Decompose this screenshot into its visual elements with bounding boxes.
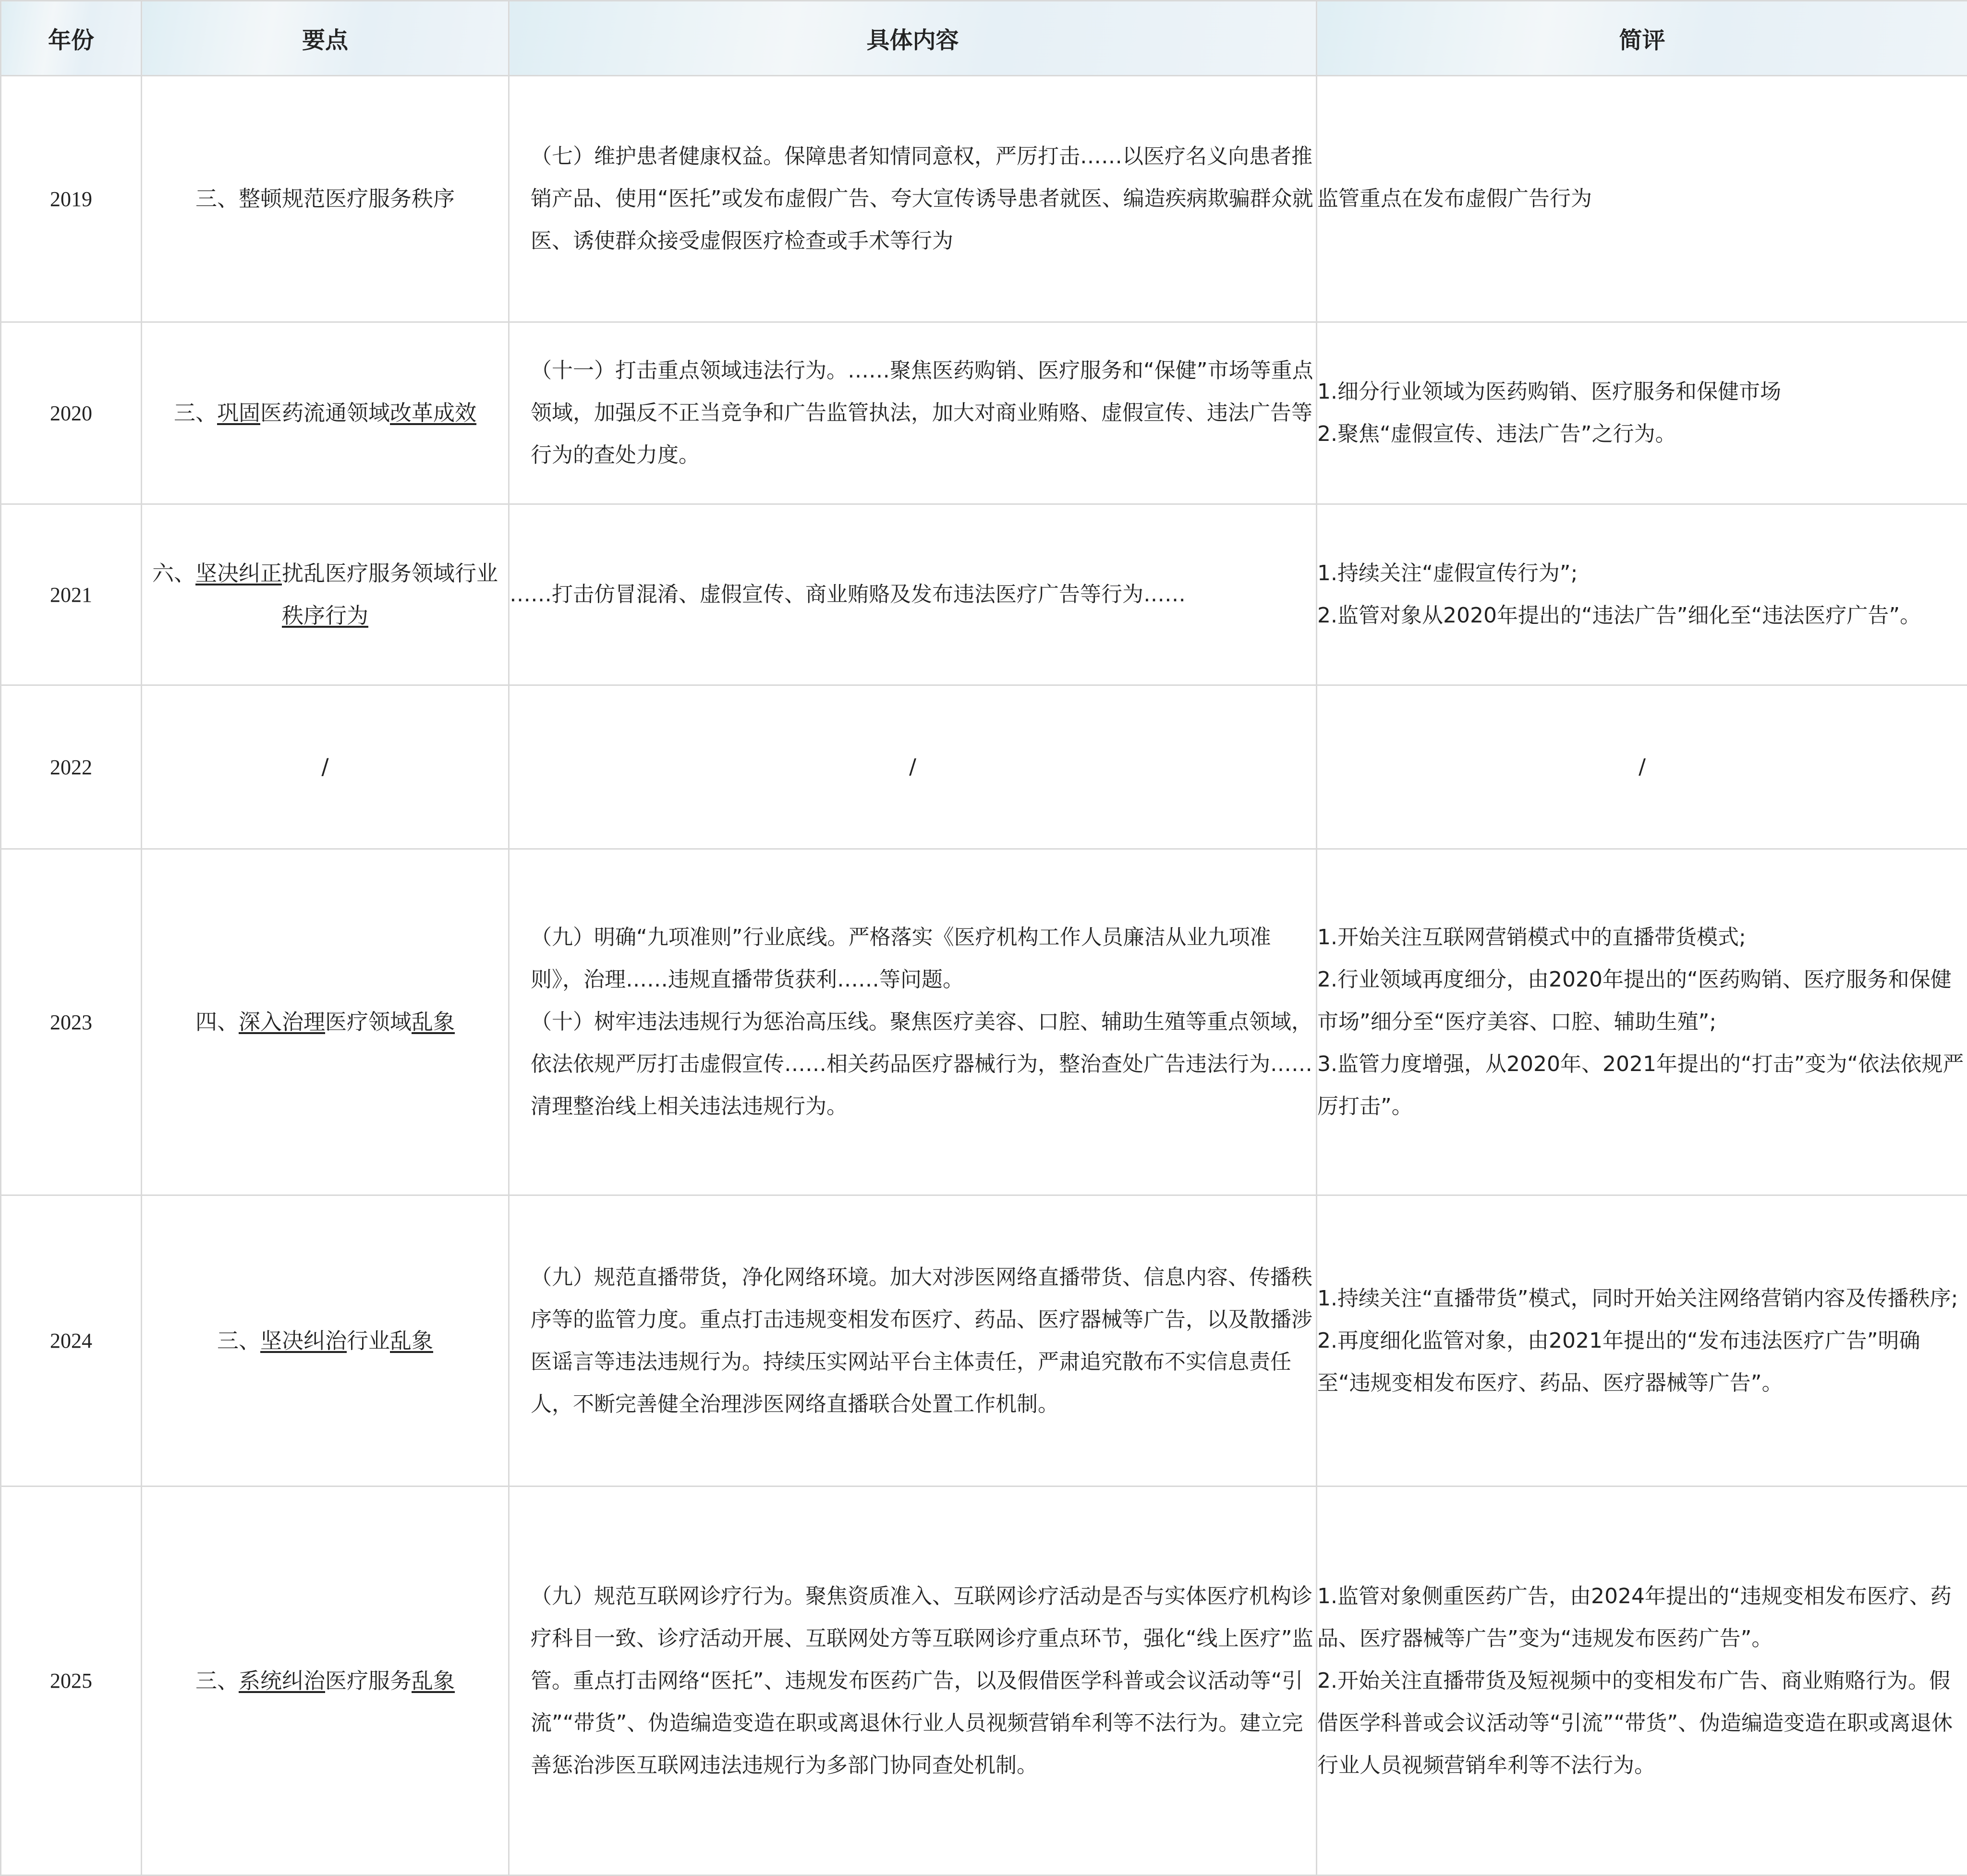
cell-comment xyxy=(1317,849,1967,1195)
cell-key-point xyxy=(142,849,509,1195)
cell-comment xyxy=(1317,1486,1967,1876)
comment-line: 1.持续关注“直播带货”模式，同时开始关注网络营销内容及传播秩序; xyxy=(1317,1278,1967,1320)
key-point-prefix: 三、 xyxy=(195,1668,239,1693)
key-point-underlined: 深入治理 xyxy=(239,1009,325,1035)
comment-line: 2.聚焦“虚假宣传、违法广告”之行为。 xyxy=(1317,413,1967,455)
table-row-2025 xyxy=(1,1486,1967,1876)
comment-line: 2.再度细化监管对象，由2021年提出的“发布违法医疗广告”明确至“违规变相发布医疗、药品、医疗器械等广告”。 xyxy=(1317,1320,1967,1404)
table-row-2023 xyxy=(1,849,1967,1195)
key-point-middle: 扰乱医疗服务领域行业 xyxy=(282,560,498,586)
content-paragraph: （九）规范直播带货，净化网络环境。加大对涉医网络直播带货、信息内容、传播秩序等的监管力度。重点打击违规变相发布医疗、药品、医疗器械等广告，以及散播涉医谣言等违法违规行为。持续压实网站平台主体责任，严肃追究散布不实信息责任人，不断完善健全治理涉医网络直播联合处置工作机制。 xyxy=(510,1256,1316,1425)
cell-content xyxy=(509,849,1317,1195)
comment-line: 2.监管对象从2020年提出的“违法广告”细化至“违法医疗广告”。 xyxy=(1317,595,1967,637)
cell-key-point xyxy=(142,76,509,322)
cell-content xyxy=(509,76,1317,322)
header-comment: 简评 xyxy=(1317,1,1967,76)
key-point-underlined: 乱象 xyxy=(412,1009,455,1035)
cell-content xyxy=(509,685,1317,849)
cell-comment xyxy=(1317,322,1967,504)
comment-line: 1.细分行业领域为医药购销、医疗服务和保健市场 xyxy=(1317,371,1967,413)
cell-year: 2019 xyxy=(1,76,142,322)
comment-line: 2.开始关注直播带货及短视频中的变相发布广告、商业贿赂行为。假借医学科普或会议活动等“引流”“带货”、伪造编造变造在职或离退休行业人员视频营销牟利等不法行为。 xyxy=(1317,1660,1967,1787)
key-point-underlined: 坚决纠正 xyxy=(195,560,282,586)
cell-content xyxy=(509,504,1317,685)
content-paragraph: （七）维护患者健康权益。保障患者知情同意权，严厉打击……以医疗名义向患者推销产品、使用“医托”或发布虚假广告、夸大宣传诱导患者就医、编造疾病欺骗群众就医、诱使群众接受虚假医疗检查或手术等行为 xyxy=(510,135,1316,262)
table-row-2021 xyxy=(1,504,1967,685)
key-point-prefix: 三、 xyxy=(217,1328,260,1353)
cell-key-point xyxy=(142,504,509,685)
header-year: 年份 xyxy=(1,1,142,76)
table-row-2019 xyxy=(1,76,1967,322)
cell-year: 2023 xyxy=(1,849,142,1195)
table-row-2022 xyxy=(1,685,1967,849)
table-row-2024 xyxy=(1,1195,1967,1486)
content-paragraph: / xyxy=(909,755,916,779)
cell-content xyxy=(509,1195,1317,1486)
table-row-2020 xyxy=(1,322,1967,504)
cell-comment xyxy=(1317,504,1967,685)
key-point-prefix: 六、 xyxy=(152,560,195,586)
key-point-underlined: 乱象 xyxy=(390,1328,433,1353)
cell-key-point xyxy=(142,685,509,849)
header-row xyxy=(1,1,1967,76)
table-body xyxy=(1,76,1967,1876)
key-point-underlined: 乱象 xyxy=(412,1668,455,1693)
key-point-underlined: 改革成效 xyxy=(390,400,476,426)
cell-year: 2024 xyxy=(1,1195,142,1486)
cell-content xyxy=(509,1486,1317,1876)
content-paragraph: （九）规范互联网诊疗行为。聚焦资质准入、互联网诊疗活动是否与实体医疗机构诊疗科目一致、诊疗活动开展、互联网处方等互联网诊疗重点环节，强化“线上医疗”监管。重点打击网络“医托”、违规发布医药广告，以及假借医学科普或会议活动等“引流”“带货”、伪造编造变造在职或离退休行业人员视频营销牟利等不法行为。建立完善惩治涉医互联网违法违规行为多部门协同查处机制。 xyxy=(510,1575,1316,1787)
key-point-middle: 行业 xyxy=(347,1328,390,1353)
key-point-prefix: 三、 xyxy=(174,400,217,426)
comment-line: / xyxy=(1639,755,1646,779)
key-point-middle: 医药流通领域 xyxy=(260,400,390,426)
content-paragraph: （十）树牢违法违规行为惩治高压线。聚焦医疗美容、口腔、辅助生殖等重点领域，依法依规严厉打击虚假宣传……相关药品医疗器械行为，整治查处广告违法行为……清理整治线上相关违法违规行为。 xyxy=(510,1001,1316,1128)
content-paragraph: （九）明确“九项准则”行业底线。严格落实《医疗机构工作人员廉洁从业九项准则》，治理……违规直播带货获利……等问题。 xyxy=(510,916,1316,1001)
cell-content xyxy=(509,322,1317,504)
cell-year: 2020 xyxy=(1,322,142,504)
cell-year: 2022 xyxy=(1,685,142,849)
cell-key-point xyxy=(142,1195,509,1486)
key-point-prefix: 四、 xyxy=(195,1009,239,1035)
comment-line: 1.持续关注“虚假宣传行为”; xyxy=(1317,552,1967,595)
key-point-middle: 医疗领域 xyxy=(325,1009,412,1035)
header-key-point: 要点 xyxy=(142,1,509,76)
content-paragraph: ……打击仿冒混淆、虚假宣传、商业贿赂及发布违法医疗广告等行为…… xyxy=(510,573,1316,616)
cell-key-point xyxy=(142,1486,509,1876)
table-header xyxy=(1,1,1967,76)
key-point-underlined: 系统纠治 xyxy=(239,1668,325,1693)
comment-line: 1.监管对象侧重医药广告，由2024年提出的“违规变相发布医疗、药品、医疗器械等广告”变为“违规发布医药广告”。 xyxy=(1317,1575,1967,1660)
key-point-text: / xyxy=(321,754,328,780)
cell-year: 2025 xyxy=(1,1486,142,1876)
comment-line: 1.开始关注互联网营销模式中的直播带货模式; xyxy=(1317,916,1967,959)
cell-year: 2021 xyxy=(1,504,142,685)
header-content: 具体内容 xyxy=(509,1,1317,76)
cell-comment xyxy=(1317,1195,1967,1486)
content-paragraph: （十一）打击重点领域违法行为。……聚焦医药购销、医疗服务和“保健”市场等重点领域，加强反不正当竞争和广告监管执法，加大对商业贿赂、虚假宣传、违法广告等行为的查处力度。 xyxy=(510,350,1316,476)
comment-line: 3.监管力度增强，从2020年、2021年提出的“打击”变为“依法依规严厉打击”。 xyxy=(1317,1043,1967,1128)
key-point-underlined: 巩固 xyxy=(217,400,260,426)
key-point-underlined: 秩序行为 xyxy=(282,603,368,628)
comment-line: 2.行业领域再度细分，由2020年提出的“医药购销、医疗服务和保健市场”细分至“医疗美容、口腔、辅助生殖”; xyxy=(1317,959,1967,1043)
cell-key-point xyxy=(142,322,509,504)
key-point-text: 三、整顿规范医疗服务秩序 xyxy=(195,186,455,211)
cell-comment xyxy=(1317,685,1967,849)
comment-line: 监管重点在发布虚假广告行为 xyxy=(1317,178,1967,220)
key-point-underlined: 坚决纠治 xyxy=(260,1328,347,1353)
cell-comment xyxy=(1317,76,1967,322)
key-point-middle: 医疗服务 xyxy=(325,1668,412,1693)
